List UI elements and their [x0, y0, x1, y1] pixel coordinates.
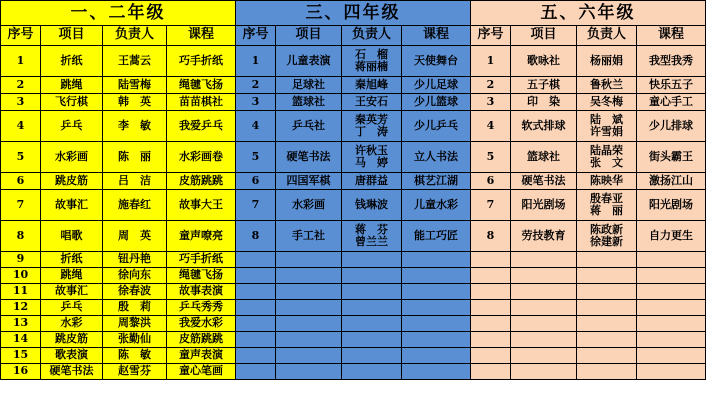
group-title-grade-1-2: 一、二年级 [1, 1, 236, 26]
g2-project-cell: 乒乓社 [276, 111, 342, 142]
g2-course-cell [402, 348, 471, 364]
g1-course-cell: 皮筋跳跳 [167, 332, 236, 348]
g2-project-cell [276, 348, 342, 364]
table-row [1, 46, 706, 77]
g3-leader-cell [577, 332, 637, 348]
table-row [1, 316, 706, 332]
g3-course-cell [637, 268, 706, 284]
g1-course-cell: 皮筋跳跳 [167, 173, 236, 190]
g2-project-cell [276, 364, 342, 380]
g3-seq-cell [471, 316, 511, 332]
g3-seq-cell: 1 [471, 46, 511, 77]
g1-project-cell: 跳皮筋 [41, 332, 103, 348]
g3-leader-cell [577, 284, 637, 300]
g3-course-cell: 街头霸王 [637, 142, 706, 173]
g1-seq-cell: 8 [1, 221, 41, 252]
g2-project-cell: 篮球社 [276, 94, 342, 111]
col-header-project: 项目 [511, 26, 577, 46]
g3-seq-cell [471, 364, 511, 380]
g2-project-cell [276, 268, 342, 284]
g2-project-cell [276, 284, 342, 300]
g1-course-cell: 绳毽飞扬 [167, 268, 236, 284]
g2-project-cell [276, 316, 342, 332]
g1-project-cell: 跳绳 [41, 77, 103, 94]
g1-project-cell: 飞行棋 [41, 94, 103, 111]
g2-seq-cell: 8 [236, 221, 276, 252]
g2-project-cell: 水彩画 [276, 190, 342, 221]
g1-seq-cell: 10 [1, 268, 41, 284]
g3-project-cell: 篮球社 [511, 142, 577, 173]
g1-seq-cell: 13 [1, 316, 41, 332]
table-row [1, 332, 706, 348]
g3-course-cell [637, 252, 706, 268]
g3-seq-cell: 5 [471, 142, 511, 173]
g2-leader-cell: 王安石 [342, 94, 402, 111]
g3-project-cell: 阳光剧场 [511, 190, 577, 221]
g1-project-cell: 乒乓 [41, 300, 103, 316]
g2-course-cell [402, 332, 471, 348]
g2-project-cell: 四国军棋 [276, 173, 342, 190]
table-row [1, 94, 706, 111]
g3-project-cell: 软式排球 [511, 111, 577, 142]
g1-course-cell: 童声表演 [167, 348, 236, 364]
g2-project-cell: 儿童表演 [276, 46, 342, 77]
g3-project-cell [511, 364, 577, 380]
g1-seq-cell: 4 [1, 111, 41, 142]
g3-course-cell: 自力更生 [637, 221, 706, 252]
g3-project-cell: 劳技教育 [511, 221, 577, 252]
group-title-grade-5-6: 五、六年级 [471, 1, 706, 26]
g2-project-cell: 硬笔书法 [276, 142, 342, 173]
col-header-seq: 序号 [471, 26, 511, 46]
g3-course-cell: 少儿排球 [637, 111, 706, 142]
g1-seq-cell: 6 [1, 173, 41, 190]
g3-leader-cell [577, 268, 637, 284]
g2-project-cell [276, 252, 342, 268]
g3-course-cell [637, 348, 706, 364]
g1-project-cell: 硬笔书法 [41, 364, 103, 380]
g2-course-cell: 儿童水彩 [402, 190, 471, 221]
g3-seq-cell [471, 252, 511, 268]
g2-seq-cell [236, 284, 276, 300]
col-header-leader: 负责人 [342, 26, 402, 46]
g1-project-cell: 跳绳 [41, 268, 103, 284]
g1-project-cell: 折纸 [41, 46, 103, 77]
g3-seq-cell [471, 300, 511, 316]
g3-project-cell: 五子棋 [511, 77, 577, 94]
g3-course-cell: 阳光剧场 [637, 190, 706, 221]
g3-leader-cell: 陈映华 [577, 173, 637, 190]
g3-project-cell [511, 284, 577, 300]
table-row [1, 77, 706, 94]
g1-project-cell: 故事汇 [41, 190, 103, 221]
g1-leader-cell: 施春红 [103, 190, 167, 221]
g1-seq-cell: 3 [1, 94, 41, 111]
table-row [1, 111, 706, 142]
group-title-row [1, 1, 706, 26]
g3-leader-cell: 殷春亚 蒋 丽 [577, 190, 637, 221]
g1-seq-cell: 2 [1, 77, 41, 94]
g2-leader-cell [342, 252, 402, 268]
g2-leader-cell: 秦英芳 丁 涛 [342, 111, 402, 142]
g2-leader-cell [342, 268, 402, 284]
g1-leader-cell: 韩 英 [103, 94, 167, 111]
g1-project-cell: 水彩画 [41, 142, 103, 173]
g2-leader-cell [342, 364, 402, 380]
g3-seq-cell: 8 [471, 221, 511, 252]
g2-course-cell [402, 364, 471, 380]
col-header-project: 项目 [41, 26, 103, 46]
g2-seq-cell: 3 [236, 94, 276, 111]
g1-leader-cell: 李 敏 [103, 111, 167, 142]
g2-seq-cell: 7 [236, 190, 276, 221]
table-row [1, 221, 706, 252]
g2-course-cell: 少儿篮球 [402, 94, 471, 111]
g2-leader-cell: 石 榴 蒋丽楠 [342, 46, 402, 77]
g2-project-cell [276, 332, 342, 348]
g3-leader-cell [577, 364, 637, 380]
g1-leader-cell: 殷 莉 [103, 300, 167, 316]
g2-seq-cell [236, 300, 276, 316]
g1-leader-cell: 徐春波 [103, 284, 167, 300]
g2-seq-cell: 6 [236, 173, 276, 190]
g3-seq-cell [471, 332, 511, 348]
g3-project-cell: 歌咏社 [511, 46, 577, 77]
g1-leader-cell: 徐向东 [103, 268, 167, 284]
g3-leader-cell [577, 300, 637, 316]
g2-leader-cell [342, 332, 402, 348]
g2-leader-cell [342, 348, 402, 364]
column-header-row [1, 26, 706, 46]
g1-project-cell: 跳皮筋 [41, 173, 103, 190]
g1-leader-cell: 周黎洪 [103, 316, 167, 332]
g1-seq-cell: 5 [1, 142, 41, 173]
g1-seq-cell: 9 [1, 252, 41, 268]
g2-course-cell: 少儿乒乓 [402, 111, 471, 142]
g1-project-cell: 乒乓 [41, 111, 103, 142]
g1-project-cell: 歌表演 [41, 348, 103, 364]
g2-seq-cell [236, 348, 276, 364]
g3-course-cell: 童心手工 [637, 94, 706, 111]
g2-seq-cell: 2 [236, 77, 276, 94]
g2-leader-cell: 唐群益 [342, 173, 402, 190]
g3-leader-cell: 鲁秋兰 [577, 77, 637, 94]
g2-course-cell: 天使舞台 [402, 46, 471, 77]
g2-leader-cell: 许秋玉 马 婷 [342, 142, 402, 173]
table-row [1, 190, 706, 221]
g1-course-cell: 水彩画卷 [167, 142, 236, 173]
g2-seq-cell: 5 [236, 142, 276, 173]
g3-course-cell: 激扬江山 [637, 173, 706, 190]
table-body [1, 46, 706, 380]
g2-course-cell: 立人书法 [402, 142, 471, 173]
g1-course-cell: 故事表演 [167, 284, 236, 300]
g1-leader-cell: 赵雪芬 [103, 364, 167, 380]
g1-project-cell: 水彩 [41, 316, 103, 332]
g3-seq-cell: 2 [471, 77, 511, 94]
g1-leader-cell: 陈 敏 [103, 348, 167, 364]
table-row [1, 252, 706, 268]
g1-leader-cell: 王蒿云 [103, 46, 167, 77]
table-row [1, 300, 706, 316]
g2-seq-cell [236, 332, 276, 348]
col-header-course: 课程 [637, 26, 706, 46]
g2-seq-cell: 4 [236, 111, 276, 142]
g1-leader-cell: 陆雪梅 [103, 77, 167, 94]
g3-project-cell [511, 300, 577, 316]
table-row [1, 364, 706, 380]
g1-leader-cell: 钮丹艳 [103, 252, 167, 268]
g2-leader-cell: 秦旭峰 [342, 77, 402, 94]
g2-course-cell: 少儿足球 [402, 77, 471, 94]
g3-seq-cell: 6 [471, 173, 511, 190]
g2-course-cell [402, 268, 471, 284]
col-header-leader: 负责人 [577, 26, 637, 46]
g3-leader-cell: 陈政新 徐建新 [577, 221, 637, 252]
g3-seq-cell [471, 284, 511, 300]
g3-course-cell: 我型我秀 [637, 46, 706, 77]
g3-project-cell [511, 348, 577, 364]
col-header-seq: 序号 [1, 26, 41, 46]
g3-leader-cell [577, 316, 637, 332]
g3-course-cell: 快乐五子 [637, 77, 706, 94]
g1-leader-cell: 张勤仙 [103, 332, 167, 348]
g1-project-cell: 折纸 [41, 252, 103, 268]
g2-course-cell [402, 316, 471, 332]
g1-course-cell: 绳毽飞扬 [167, 77, 236, 94]
g2-leader-cell [342, 284, 402, 300]
g1-course-cell: 童声嘹亮 [167, 221, 236, 252]
table-header [1, 1, 706, 46]
table-row [1, 348, 706, 364]
g1-course-cell: 故事大王 [167, 190, 236, 221]
g3-course-cell [637, 284, 706, 300]
g3-seq-cell [471, 348, 511, 364]
g3-project-cell: 印 染 [511, 94, 577, 111]
g1-leader-cell: 周 英 [103, 221, 167, 252]
g1-project-cell: 故事汇 [41, 284, 103, 300]
g2-leader-cell: 蒋 芬 曾兰兰 [342, 221, 402, 252]
g1-course-cell: 苗苗棋社 [167, 94, 236, 111]
g1-project-cell: 唱歌 [41, 221, 103, 252]
col-header-project: 项目 [276, 26, 342, 46]
g3-project-cell [511, 252, 577, 268]
g1-course-cell: 童心笔画 [167, 364, 236, 380]
g3-seq-cell: 3 [471, 94, 511, 111]
g2-leader-cell [342, 316, 402, 332]
g3-leader-cell: 吴冬梅 [577, 94, 637, 111]
g1-seq-cell: 16 [1, 364, 41, 380]
table-row [1, 142, 706, 173]
g2-course-cell [402, 284, 471, 300]
g1-leader-cell: 吕 洁 [103, 173, 167, 190]
g2-course-cell [402, 252, 471, 268]
g1-course-cell: 我爱乒乓 [167, 111, 236, 142]
g2-seq-cell [236, 316, 276, 332]
g2-course-cell [402, 300, 471, 316]
g1-seq-cell: 12 [1, 300, 41, 316]
g2-project-cell: 手工社 [276, 221, 342, 252]
g3-seq-cell: 7 [471, 190, 511, 221]
col-header-course: 课程 [167, 26, 236, 46]
g1-seq-cell: 1 [1, 46, 41, 77]
g2-course-cell: 棋艺江湖 [402, 173, 471, 190]
g2-seq-cell: 1 [236, 46, 276, 77]
g2-seq-cell [236, 268, 276, 284]
g1-course-cell: 巧手折纸 [167, 252, 236, 268]
g3-course-cell [637, 332, 706, 348]
group-title-grade-3-4: 三、四年级 [236, 1, 471, 26]
g2-project-cell [276, 300, 342, 316]
g1-course-cell: 巧手折纸 [167, 46, 236, 77]
g3-course-cell [637, 300, 706, 316]
g1-leader-cell: 陈 丽 [103, 142, 167, 173]
g2-leader-cell: 钱琳波 [342, 190, 402, 221]
g2-leader-cell [342, 300, 402, 316]
g3-leader-cell [577, 252, 637, 268]
g3-course-cell [637, 364, 706, 380]
col-header-leader: 负责人 [103, 26, 167, 46]
g3-project-cell: 硬笔书法 [511, 173, 577, 190]
col-header-course: 课程 [402, 26, 471, 46]
g3-project-cell [511, 316, 577, 332]
g2-course-cell: 能工巧匠 [402, 221, 471, 252]
g1-seq-cell: 7 [1, 190, 41, 221]
g2-seq-cell [236, 364, 276, 380]
g3-project-cell [511, 332, 577, 348]
g1-seq-cell: 14 [1, 332, 41, 348]
table-row [1, 284, 706, 300]
g3-course-cell [637, 316, 706, 332]
g3-seq-cell: 4 [471, 111, 511, 142]
g3-leader-cell: 陆晶荣 张 文 [577, 142, 637, 173]
g3-project-cell [511, 268, 577, 284]
g2-project-cell: 足球社 [276, 77, 342, 94]
g3-leader-cell: 陆 斌 许雪娟 [577, 111, 637, 142]
g2-seq-cell [236, 252, 276, 268]
g1-course-cell: 我爱水彩 [167, 316, 236, 332]
g1-seq-cell: 11 [1, 284, 41, 300]
table-row [1, 173, 706, 190]
g3-seq-cell [471, 268, 511, 284]
g3-leader-cell: 杨丽娟 [577, 46, 637, 77]
table-row [1, 268, 706, 284]
col-header-seq: 序号 [236, 26, 276, 46]
g3-leader-cell [577, 348, 637, 364]
g1-course-cell: 乒乓秀秀 [167, 300, 236, 316]
g1-seq-cell: 15 [1, 348, 41, 364]
